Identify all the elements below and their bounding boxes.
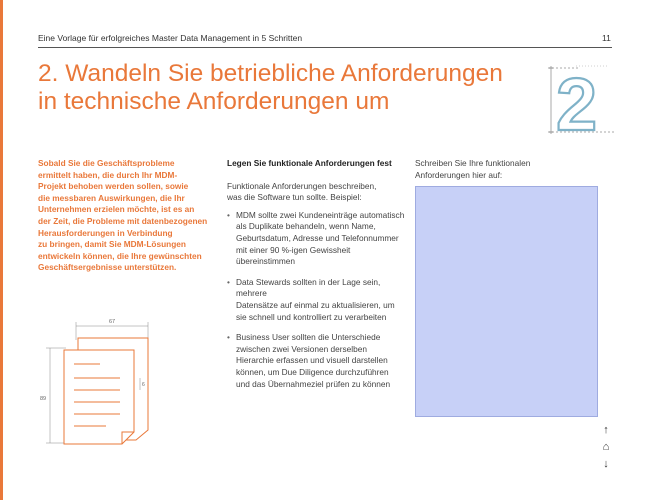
intro-line: Geschäftsergebnisse unterstützen. [38, 262, 177, 273]
description-line: Funktionale Anforderungen beschreiben, [227, 180, 377, 191]
list-item-line: können, um Due Diligence durchzuführen [236, 366, 389, 377]
intro-paragraph [38, 158, 208, 274]
list-item-line: Datensätze auf einmal zu aktualisieren, um [236, 299, 395, 310]
dimension-small-label: 6 [142, 382, 145, 388]
intro-line: Sobald Sie die Geschäftsprobleme [38, 158, 175, 168]
list-item-line: mit einer 90 %-igen Gewissheit übereinstimmen [236, 244, 351, 267]
list-item-line: als Duplikate behandeln, wenn Name, [236, 221, 376, 232]
functional-requirements-column [227, 158, 407, 399]
intro-line: Unternehmen erzielen möchte, ist es an [38, 204, 195, 215]
running-header: Eine Vorlage für erfolgreiches Master Data Management in 5 Schritten [38, 33, 303, 43]
left-accent-bar [0, 0, 3, 500]
dimension-height-label: 89 [40, 396, 47, 402]
list-item-line: und das Übernahmeziel prüfen zu können [236, 378, 391, 389]
answer-label-line: Schreiben Sie Ihre funktionalen [415, 158, 531, 168]
step-number-glyph: 2 [556, 63, 598, 136]
page-title-line-1: 2. Wandeln Sie betriebliche Anforderungen [38, 60, 503, 87]
intro-line: entwickeln können, die Ihre gewünschten [38, 250, 202, 261]
intro-line: Herausforderungen in Verbindung [38, 227, 173, 238]
page-number: 11 [602, 33, 611, 43]
requirements-list [227, 210, 407, 390]
list-item-line: sie schnell und kontrolliert zu verarbeiten [236, 311, 387, 322]
list-item [227, 332, 407, 390]
step-number-illustration [548, 62, 614, 136]
list-item-line: • MDM sollte zwei Kundeneinträge automatisch [236, 209, 405, 220]
home-icon[interactable]: ⌂ [602, 441, 610, 453]
description-line: was die Software tun sollte. Beispiel: [227, 192, 362, 203]
functional-description [227, 181, 407, 204]
dimension-width-label: 67 [109, 319, 116, 325]
answer-label-line: Anforderungen hier auf: [415, 169, 503, 180]
intro-line: zu bringen, damit Sie MDM-Lösungen [38, 239, 186, 250]
intro-line: Projekt behoben werden sollen, sowie [38, 181, 189, 192]
intro-line: die messbaren Auswirkungen, die Ihr [38, 192, 185, 203]
header-divider [38, 47, 612, 48]
list-item-line: • Business User sollten die Unterschiede [236, 332, 381, 343]
list-item [227, 277, 407, 323]
page-title-line-2: in technische Anforderungen um [38, 88, 390, 115]
list-item-line: zwischen zwei Versionen derselben [236, 343, 367, 354]
functional-requirements-input[interactable] [415, 186, 598, 417]
page-title [38, 60, 503, 116]
list-item-line: Hierarchie erfassen und visuell darstellen [236, 355, 388, 366]
arrow-up-icon[interactable]: ↑ [603, 424, 609, 436]
functional-heading: Legen Sie funktionale Anforderungen fest [227, 158, 392, 168]
list-item [227, 210, 407, 268]
intro-line: ermittelt haben, die durch Ihr MDM- [38, 169, 178, 180]
arrow-down-icon[interactable]: ↓ [603, 458, 609, 470]
page-navigation [598, 422, 614, 473]
list-item-line: • Data Stewards sollten in der Lage sein, mehrere [236, 276, 381, 299]
documents-illustration [36, 318, 196, 448]
answer-label [415, 158, 605, 181]
intro-line: der Zeit, die Probleme mit datenbezogenen [38, 215, 208, 226]
list-item-line: Geburtsdatum, Adresse und Telefonnummer [236, 232, 399, 243]
